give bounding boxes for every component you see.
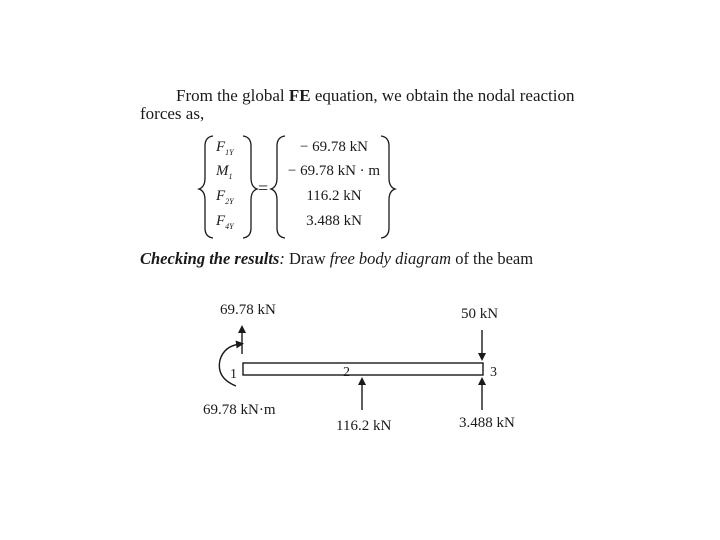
symbol-f2y: $F_{2Y}$ (216, 188, 234, 206)
node-label-1: 1 (230, 367, 237, 382)
symbol-f1y: $F_{1Y}$ (216, 139, 234, 157)
checking-label: Checking the results (140, 249, 280, 268)
checking-text-a: Draw (284, 249, 330, 268)
beam-body (243, 363, 483, 375)
label-moment: 69.78 kN·m (203, 402, 276, 418)
equals-sign: = (258, 178, 269, 198)
value-f1y: − 69.78 kN (299, 139, 369, 155)
checking-colon: : (279, 249, 285, 268)
label-force-top-right: 50 kN (461, 306, 499, 322)
symbol-f4y: $F_{4Y}$ (216, 213, 234, 231)
checking-fbd-term: free body diagram (329, 249, 452, 268)
node-label-2: 2 (343, 365, 350, 380)
label-force-top-left: 69.78 kN (220, 302, 276, 318)
node-label-3: 3 (490, 365, 497, 380)
checking-text-c: of the beam (451, 249, 534, 268)
value-m1: − 69.78 kN · m (287, 163, 381, 179)
value-f4y: 3.488 kN (306, 213, 362, 229)
label-force-bottom-mid: 116.2 kN (336, 418, 392, 434)
value-f2y: 116.2 kN (306, 188, 362, 204)
intro-text-c: equation, we obtain the nodal reaction (310, 86, 575, 105)
symbol-m1: $M_1$ (216, 163, 233, 181)
intro-text-a: From the global (176, 86, 289, 105)
intro-line-2: forces as, (140, 104, 205, 123)
intro-fe-term: FE (288, 86, 311, 105)
label-force-bottom-right: 3.488 kN (459, 415, 515, 431)
